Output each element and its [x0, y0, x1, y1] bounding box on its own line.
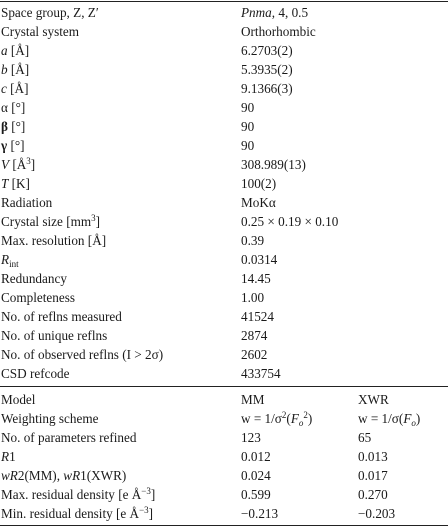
label-crystal-size: Crystal size $[mm^3]$: [1, 213, 101, 229]
value-r1-xwr: 0.013: [358, 449, 388, 464]
value-r1-mm: 0.012: [241, 449, 271, 464]
value-redundancy: 14.45: [241, 271, 271, 286]
row-alpha: [0, 98, 448, 117]
header-xwr: XWR: [358, 392, 389, 407]
section-rule: [0, 386, 448, 387]
label-wr: wR2(MM), wR1(XWR): [1, 468, 127, 483]
row-a: [0, 41, 448, 60]
label-model: Model: [1, 392, 36, 407]
label-csd-refcode: CSD refcode: [1, 366, 70, 381]
label-beta: β [°]: [1, 119, 26, 134]
value-unique-reflns: 2874: [241, 328, 268, 343]
value-observed-reflns: 2602: [241, 347, 268, 362]
value-volume: 308.989(13): [241, 157, 306, 172]
value-min-density-mm: −0.213: [241, 506, 279, 521]
row-parameters: [0, 428, 448, 447]
row-model-header: [0, 390, 448, 409]
row-radiation: [0, 193, 448, 212]
value-max-resolution: 0.39: [241, 233, 265, 248]
label-r1: R1: [1, 449, 16, 464]
value-alpha: 90: [241, 100, 255, 115]
value-weighting-mm: $w = 1/\sigma^2(F_o^2)$: [241, 410, 313, 428]
label-volume: V $[Å^3]$: [1, 156, 36, 172]
label-observed-reflns: No. of observed reflns (I > 2σ): [1, 347, 164, 362]
row-completeness: [0, 288, 448, 307]
value-rint: 0.0314: [241, 252, 278, 267]
label-alpha: α [°]: [1, 100, 26, 115]
value-max-density-xwr: 0.270: [358, 487, 388, 502]
value-gamma: 90: [241, 138, 255, 153]
label-gamma: γ [°]: [1, 138, 25, 153]
label-redundancy: Redundancy: [1, 271, 67, 286]
value-weighting-xwr: $w = 1/\sigma(F_o)$: [358, 411, 421, 428]
label-a: a [Å]: [1, 43, 30, 58]
row-crystal-size: [0, 212, 448, 231]
row-rint: [0, 250, 448, 269]
label-b: b [Å]: [1, 62, 30, 77]
value-crystal-size: 0.25 × 0.19 × 0.10: [241, 214, 339, 229]
row-b: [0, 60, 448, 79]
value-c: 9.1366(3): [241, 81, 293, 96]
row-c: [0, 79, 448, 98]
row-observed-reflns: [0, 345, 448, 364]
value-wr-mm: 0.024: [241, 468, 271, 483]
value-a: 6.2703(2): [241, 43, 293, 58]
label-min-density: Min. residual density [e $Å^{-3}$]: [1, 505, 154, 521]
value-completeness: 1.00: [241, 290, 265, 305]
row-wr: [0, 466, 448, 485]
value-csd-refcode: 433754: [241, 366, 281, 381]
label-crystal-system: Crystal system: [1, 24, 80, 39]
row-space-group: [0, 3, 448, 22]
label-unique-reflns: No. of unique reflns: [1, 328, 108, 343]
value-max-density-mm: 0.599: [241, 487, 271, 502]
label-reflns-measured: No. of reflns measured: [1, 309, 122, 324]
label-completeness: Completeness: [1, 290, 75, 305]
value-parameters-mm: 123: [241, 430, 261, 445]
value-temperature: 100(2): [241, 176, 277, 191]
value-radiation: MoKα: [241, 195, 276, 210]
value-min-density-xwr: −0.203: [358, 506, 396, 521]
row-crystal-system: [0, 22, 448, 41]
row-r1: [0, 447, 448, 466]
row-redundancy: [0, 269, 448, 288]
row-max-density: [0, 485, 448, 504]
row-min-density: [0, 504, 448, 523]
label-rint: $R_{int}$: [1, 252, 19, 269]
row-max-resolution: [0, 231, 448, 250]
label-weighting: Weighting scheme: [1, 411, 99, 426]
row-reflns-measured: [0, 307, 448, 326]
row-csd-refcode: [0, 364, 448, 383]
label-radiation: Radiation: [1, 195, 53, 210]
label-c: c [Å]: [1, 81, 29, 96]
value-space-group: Pnma, 4, 0.5: [241, 5, 309, 20]
value-crystal-system: Orthorhombic: [241, 24, 316, 39]
row-unique-reflns: [0, 326, 448, 345]
bottom-rule: [0, 525, 448, 526]
top-rule: [0, 1, 448, 2]
row-temperature: [0, 174, 448, 193]
row-weighting: [0, 409, 448, 428]
label-max-resolution: Max. resolution [Å]: [1, 233, 107, 248]
label-max-density: Max. residual density [e $Å^{-3}$]: [1, 486, 156, 502]
value-b: 5.3935(2): [241, 62, 293, 77]
row-volume: [0, 155, 448, 174]
value-reflns-measured: 41524: [241, 309, 274, 324]
value-beta: 90: [241, 119, 255, 134]
label-temperature: T [K]: [1, 176, 30, 191]
label-space-group: Space group, Z, Z′: [1, 5, 99, 20]
header-mm: MM: [241, 392, 265, 407]
value-wr-xwr: 0.017: [358, 468, 388, 483]
label-parameters: No. of parameters refined: [1, 430, 137, 445]
value-parameters-xwr: 65: [358, 430, 372, 445]
row-beta: [0, 117, 448, 136]
row-gamma: [0, 136, 448, 155]
